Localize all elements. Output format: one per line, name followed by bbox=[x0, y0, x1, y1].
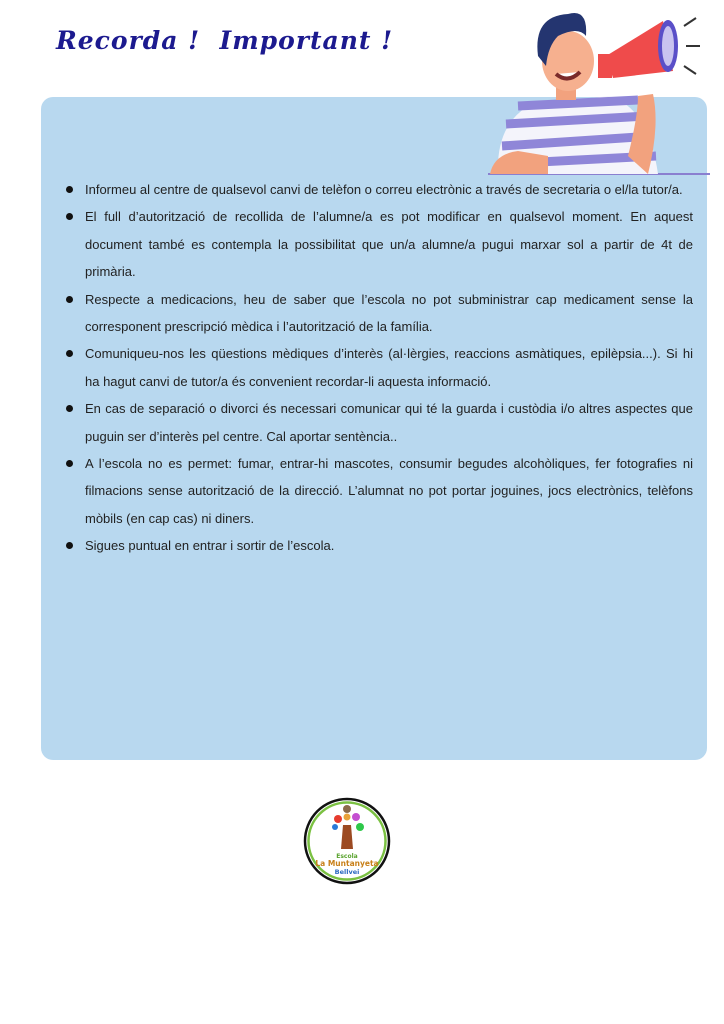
list-item: Respecte a medicacions, heu de saber que l’escola no pot subministrar cap medicament sense la corresponent prescripció mèdica i l’autorització de la família. bbox=[85, 286, 693, 341]
page-title: Recorda ! Important ! bbox=[56, 26, 394, 55]
school-logo bbox=[303, 797, 391, 885]
list-item: Informeu al centre de qualsevol canvi de telèfon o correu electrònic a través de secretaria o el/la tutor/a. bbox=[85, 176, 693, 203]
list-item: A l’escola no es permet: fumar, entrar-hi mascotes, consumir begudes alcohòliques, fer fotografies ni filmacions sense autorització de la direcció. L’alumnat no pot portar joguines, jocs electrònics, telèfons mòbils (en cap cas) ni diners. bbox=[85, 450, 693, 532]
reminder-list bbox=[85, 176, 693, 560]
list-item: En cas de separació o divorci és necessari comunicar qui té la guarda i custòdia i/o altres aspectes que puguin ser d’interès pel centre. Cal aportar sentència.. bbox=[85, 395, 693, 450]
logo-line1: Escola bbox=[336, 853, 358, 860]
list-item: Comuniqueu-nos les qüestions mèdiques d’interès (al·lèrgies, reaccions asmàtiques, epilèpsia...). Si hi ha hagut canvi de tutor/a és convenient recordar-li aquesta informació. bbox=[85, 340, 693, 395]
logo-line2: La Muntanyeta bbox=[315, 859, 379, 868]
list-item: El full d’autorització de recollida de l’alumne/a es pot modificar en qualsevol moment. En aquest document també es contempla la possibilitat que un/a alumne/a pugui marxar sol a partir de 4t de primària. bbox=[85, 203, 693, 285]
list-item: Sigues puntual en entrar i sortir de l’escola. bbox=[85, 532, 693, 559]
megaphone-person-illustration bbox=[488, 6, 714, 178]
logo-line3: Bellvei bbox=[334, 868, 360, 876]
